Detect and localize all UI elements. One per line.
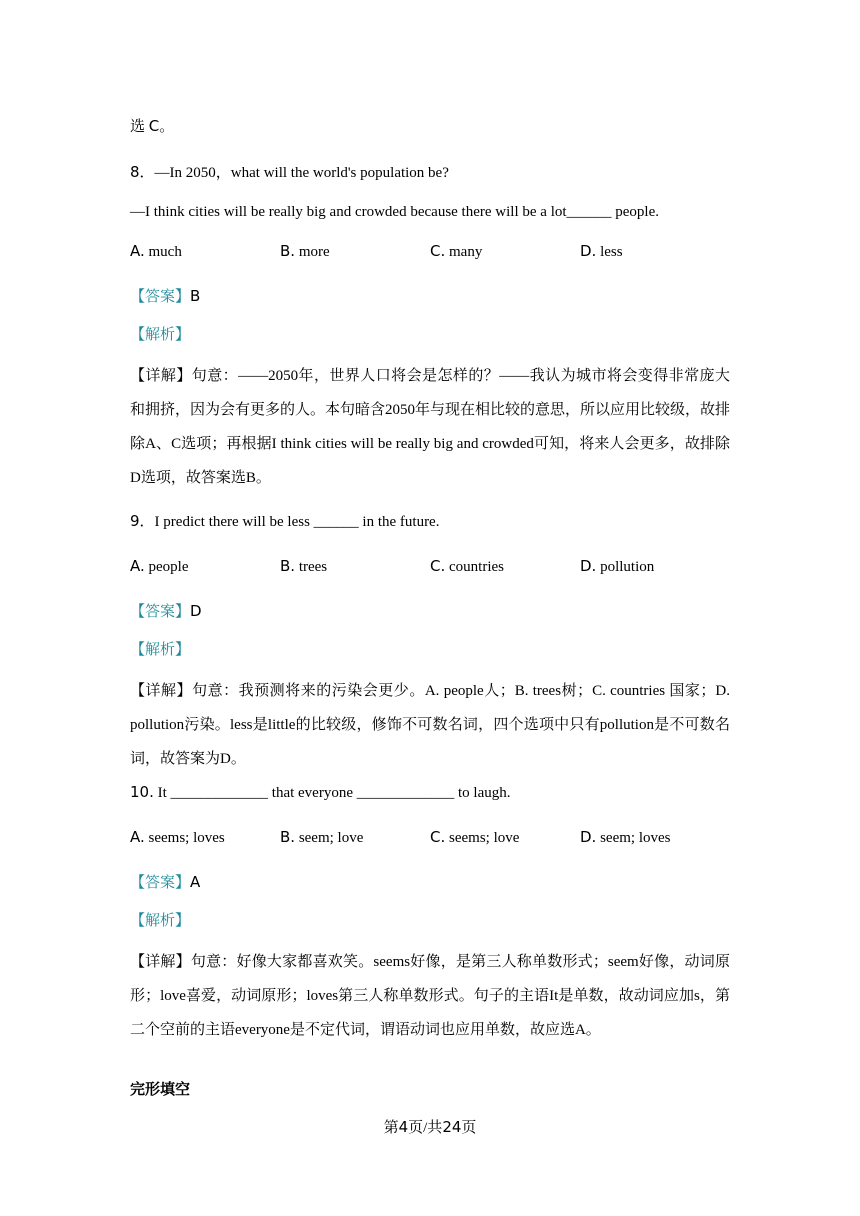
option-d: D. less (580, 242, 623, 260)
section-title: 完形填空 (130, 1082, 191, 1098)
question-8-answer: 【答案】B (130, 287, 201, 305)
option-b: B. trees (280, 557, 328, 575)
question-9-options (130, 556, 730, 576)
page-footer: 第4页/共24页 (383, 1118, 477, 1136)
question-10-analysis-label: 【解析】 (130, 913, 191, 929)
question-10-answer: 【答案】A (130, 873, 201, 891)
option-a: A. people (130, 557, 189, 575)
previous-answer-tail: 选 C。 (130, 117, 175, 135)
question-9-analysis-label: 【解析】 (130, 642, 191, 658)
question-8-detail: 【详解】句意：——2050年，世界人口将会是怎样的？——我认为城市将会变得非常庞大和拥挤，因为会有更多的人。本句暗含2050年与现在相比较的意思，所以应用比较级，故排除A、C选项；再根据I think cities will be really big and crowded可知，将来人会更多，故排除D选项，故答案选B。 (130, 368, 731, 486)
question-9-detail: 【详解】句意：我预测将来的污染会更少。A. people人；B. trees树；C. countries 国家；D. pollution污染。less是little的比较级，修饰不可数名词，四个选项中只有pollution是不可数名词，故答案为D。 (130, 683, 730, 767)
question-8-analysis-label: 【解析】 (130, 327, 191, 343)
question-10-stem: 10. It _____________ that everyone _____________ to laugh. (130, 783, 511, 801)
question-10-detail: 【详解】句意：好像大家都喜欢笑。seems好像，是第三人称单数形式；seem好像，动词原形；love喜爱，动词原形；loves第三人称单数形式。句子的主语It是单数，故动词应加s，第二个空前的主语everyone是不定代词，谓语动词也应用单数，故应选A。 (130, 954, 730, 1038)
question-9-stem: 9．I predict there will be less ______ in the future. (130, 512, 440, 530)
option-c: C. many (430, 242, 483, 260)
question-10-options (130, 827, 730, 847)
question-9-answer: 【答案】D (130, 602, 202, 620)
option-d: D. pollution (580, 557, 655, 575)
option-b: B. seem; love (280, 828, 364, 846)
question-8-options (130, 241, 730, 261)
question-8-stem-line-2: —I think cities will be really big and crowded because there will be a lot______ people. (130, 204, 660, 220)
option-a: A. much (130, 242, 182, 260)
option-c: C. countries (430, 557, 504, 575)
option-c: C. seems; love (430, 828, 520, 846)
option-b: B. more (280, 242, 330, 260)
question-8-stem: 8．—In 2050，what will the world's population be? (130, 163, 449, 181)
option-a: A. seems; loves (130, 828, 225, 846)
option-d: D. seem; loves (580, 828, 671, 846)
